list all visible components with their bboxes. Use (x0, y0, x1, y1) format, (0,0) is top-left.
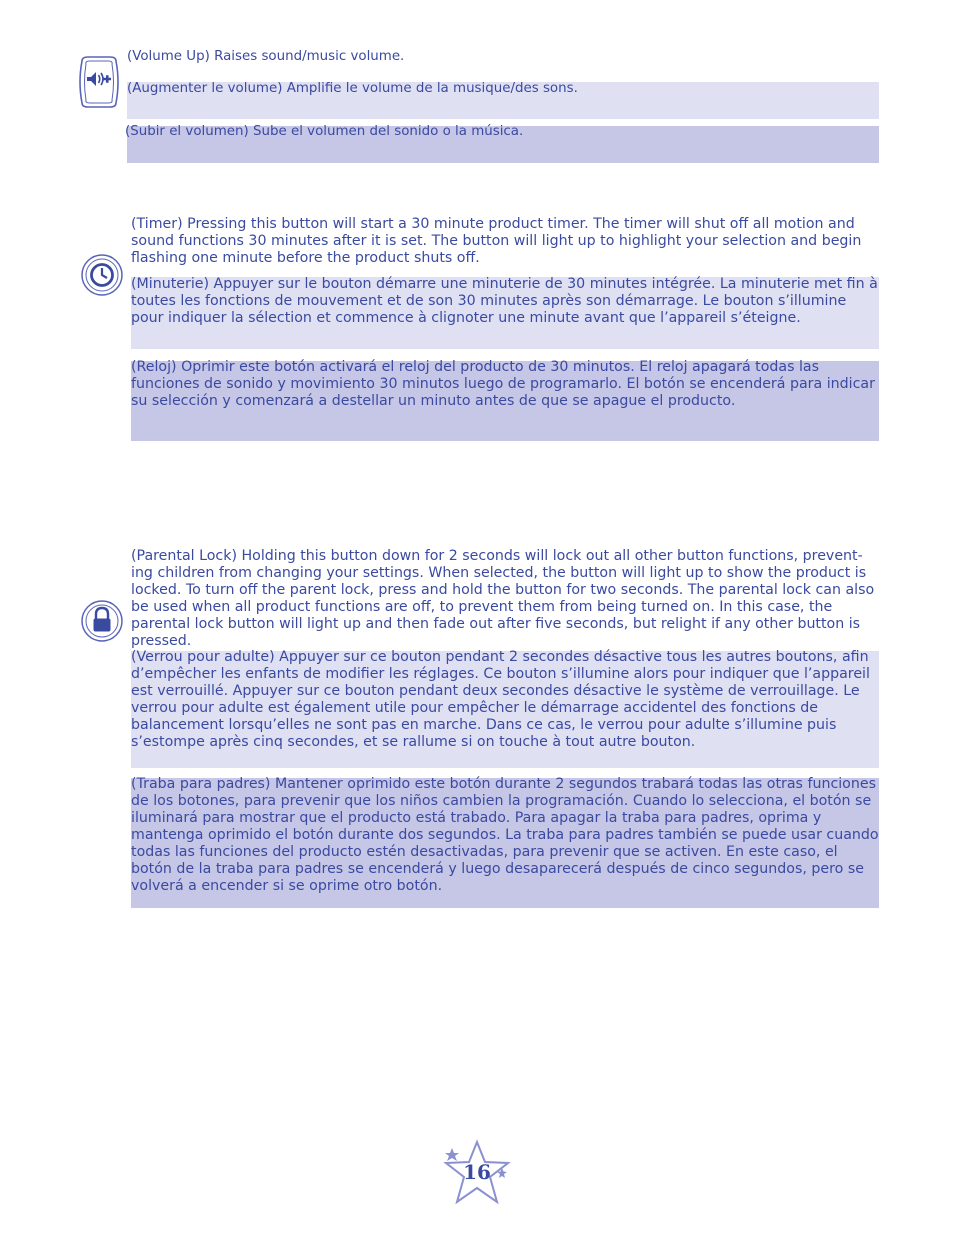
timer-en-text: (Timer) Pressing this button will start a 30 minute product timer. The timer will shut off all motion and sound functions 30 minutes after it is set. The button will light up to highlight your selection and begin flashing one minute before the product shuts off. (131, 216, 862, 266)
volume-up-fr-text: (Augmenter le volume) Amplifie le volume de la musique/des sons. (127, 81, 578, 96)
parental-lock-es-band (131, 778, 879, 908)
timer-fr-band (131, 277, 879, 349)
timer-fr-text: (Minuterie) Appuyer sur le bouton démarre une minuterie de 30 minutes intégrée. La minuterie met fin à toutes les fonctions de mouvement et de son 30 minutes après son démarrage. Le bouton s’illumine pour indiquer la sélection et commence à clignoter une minute avant que l’appareil s’éteigne. (131, 276, 878, 326)
page-number: 16 (463, 1160, 491, 1184)
volume-up-es-band (127, 126, 879, 163)
parental-lock-fr-text: (Verrou pour adulte) Appuyer sur ce bouton pendant 2 secondes désactive tous les autres boutons, afin d’empêcher les enfants de modifier les réglages. Ce bouton s’illumine alors pour indiquer que l’appareil est verrouillé. Appuyer sur ce bouton pendant deux secondes désactive le système de verrouillage. Le verrou pour adulte est également utile pour empêcher le démarrage accidentel des fonctions de balancement lorsqu’elles ne sont pas en marche. Dans ce cas, le verrou pour adulte s’illumine puis s’estompe après cinq secondes, et se rallume si on touche à tout autre bouton. (131, 649, 870, 750)
volume-up-fr-band (127, 82, 879, 119)
volume-up-icon (76, 55, 122, 109)
padlock-icon (80, 599, 124, 643)
volume-up-en-text: (Volume Up) Raises sound/music volume. (127, 49, 405, 64)
parental-lock-es-text: (Traba para padres) Mantener oprimido este botón durante 2 segundos trabará todas las otras funciones de los botones, para prevenir que los niños cambien la programación. Cuando lo selecciona, el botón se iluminará para mostrar que el producto está trabado. Para apagar la traba para padres, oprima y mantenga oprimido el botón durante dos segundos. La traba para padres también se puede usar cuando todas las funciones del producto estén desactivadas, para prevenir que se activen. En este caso, el botón de la traba para padres se encenderá y luego desaparecerá después de cinco segundos, pero se volverá a encender si se oprime otro botón. (131, 776, 879, 894)
timer-icon (80, 253, 124, 297)
timer-es-band (131, 361, 879, 441)
timer-es-text: (Reloj) Oprimir este botón activará el reloj del producto de 30 minutos. El reloj apagará todas las funciones de sonido y movimiento 30 minutos luego de programarlo. El botón se encenderá para indicar su selección y comenzará a destellar un minuto antes de que se apague el producto. (131, 359, 875, 409)
volume-up-es-text: (Subir el volumen) Sube el volumen del sonido o la música. (125, 124, 524, 139)
parental-lock-en-text: (Parental Lock) Holding this button down for 2 seconds will lock out all other button functions, prevent-ing children from changing your settings. When selected, the button will light up to show the product is locked. To turn off the parent lock, press and hold the button for two seconds. The parental lock can also be used when all product functions are off, to prevent them from being turned on. In this case, the parental lock button will light up and then fade out after five seconds, but relight if any other button is pressed. (131, 548, 875, 649)
parental-lock-fr-band (131, 651, 879, 768)
